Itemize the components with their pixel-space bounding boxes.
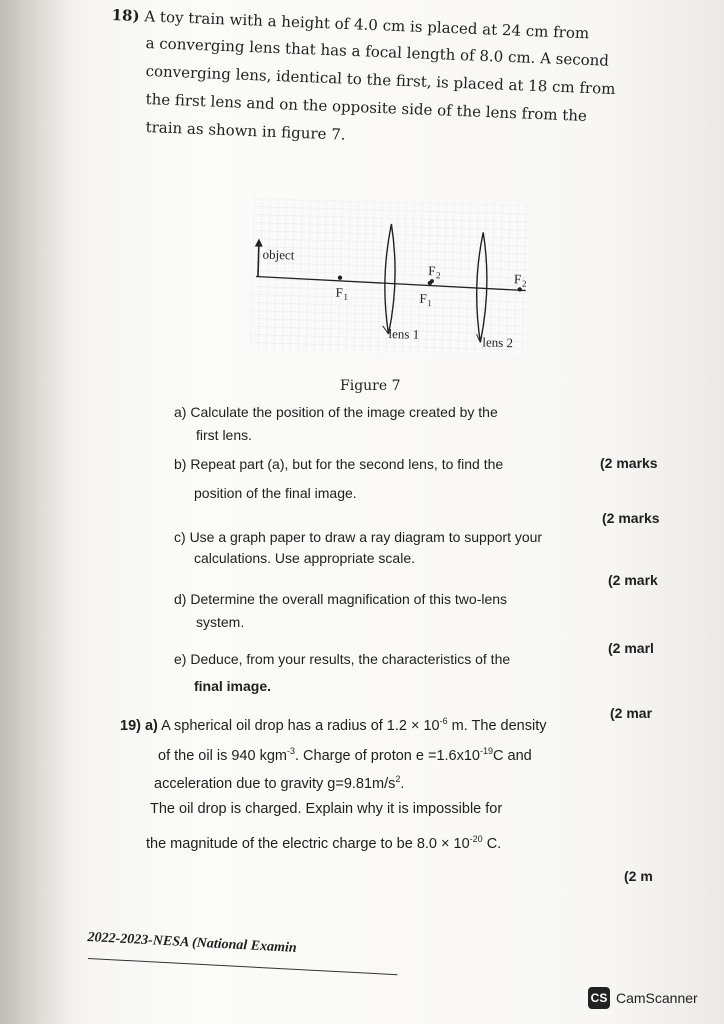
q19-text: A spherical oil drop has a radius of 1.2 × 10 <box>161 717 440 734</box>
part-label: c) <box>174 529 186 545</box>
figure-7-lens-diagram <box>250 198 530 357</box>
q19-exponent: -3 <box>286 746 295 756</box>
part-label: b) <box>174 456 187 472</box>
part-d-marks: (2 marl <box>608 640 654 656</box>
camscanner-name: CamScanner <box>616 990 698 1006</box>
part-text: final image. <box>194 678 272 694</box>
f2-right-subscript: 2 <box>521 278 527 289</box>
part-text: first lens. <box>196 427 253 443</box>
f1-right-label: F <box>419 290 427 306</box>
page-footer: 2022-2023-NESA (National Examin <box>87 930 297 956</box>
q19-line-5 <box>146 830 501 853</box>
q19-text: acceleration due to gravity g=9.81m/s <box>154 775 396 792</box>
q19-exponent: -20 <box>469 834 483 844</box>
part-text: system. <box>196 614 245 630</box>
q19-text: C and <box>493 747 532 764</box>
q19-text: . Charge of proton e =1.6x10 <box>294 747 480 764</box>
part-d <box>174 590 507 608</box>
part-b-marks: (2 marks <box>602 510 660 526</box>
q18-number: 18) <box>111 6 140 26</box>
lens-2-label: lens 2 <box>482 334 514 351</box>
q19-exponent: -19 <box>480 746 494 756</box>
object-label: object <box>262 246 295 263</box>
q19-text: . <box>400 775 405 792</box>
part-text: calculations. Use appropriate scale. <box>194 550 416 566</box>
part-label: a) <box>174 404 187 420</box>
part-b <box>174 455 503 473</box>
q19-exponent: -6 <box>439 716 448 726</box>
figure-caption: Figure 7 <box>340 378 401 394</box>
page-shadow <box>0 0 70 1024</box>
f1-right-subscript: 1 <box>427 297 432 309</box>
q19-text: m. The density <box>447 717 547 734</box>
q19-text: the magnitude of the electric charge to be 8.0 × 10 <box>146 835 470 852</box>
q18-text-line: A toy train with a height of 4.0 cm is placed at 24 cm from <box>144 7 590 43</box>
f2-left-subscript: 2 <box>435 270 441 281</box>
f1-left-label: F <box>335 284 344 300</box>
q18-text-line: a converging lens that has a focal length of 8.0 cm. A second <box>145 34 610 70</box>
q18-text-line: the first lens and on the opposite side of the lens from the <box>145 90 588 125</box>
f2-left-label: F <box>428 263 436 279</box>
camscanner-logo: CS <box>588 987 610 1009</box>
q19-marks: (2 m <box>624 868 653 884</box>
q19-line-2 <box>158 742 532 765</box>
f2-right-label: F <box>513 271 522 287</box>
q19-line-3 <box>154 770 404 793</box>
part-c-marks: (2 mark <box>608 572 658 588</box>
q19-number: 19) a) <box>120 717 158 734</box>
part-text: Use a graph paper to draw a ray diagram to support your <box>189 529 543 545</box>
q19-text: of the oil is 940 kgm <box>158 747 287 764</box>
f1-left-subscript: 1 <box>343 291 349 302</box>
q18-text-line: train as shown in figure 7. <box>145 118 346 144</box>
q19-text: C. <box>482 835 502 852</box>
lens-1-label: lens 1 <box>388 325 420 342</box>
part-e <box>174 650 510 668</box>
part-text: Deduce, from your results, the characteristics of the <box>190 651 511 667</box>
part-c <box>174 528 542 546</box>
part-label: e) <box>174 651 187 667</box>
part-text: Determine the overall magnification of this two-lens <box>190 591 508 607</box>
part-text: position of the final image. <box>194 485 357 501</box>
q18-text-line: converging lens, identical to the first, is placed at 18 cm from <box>145 62 616 99</box>
part-text: Repeat part (a), but for the second lens, to find the <box>190 456 504 472</box>
q19-exponent: 2 <box>395 774 401 784</box>
q19-line-4: The oil drop is charged. Explain why it is impossible for <box>150 801 503 817</box>
part-a-marks: (2 marks <box>600 455 658 471</box>
part-e-marks: (2 mar <box>610 705 653 721</box>
lens-diagram-svg <box>250 198 530 357</box>
part-label: d) <box>174 591 187 607</box>
part-a <box>174 403 498 421</box>
part-text: Calculate the position of the image created by the <box>190 404 498 420</box>
q19-line-1 <box>120 712 547 735</box>
object-arrow-shaft <box>258 243 259 277</box>
